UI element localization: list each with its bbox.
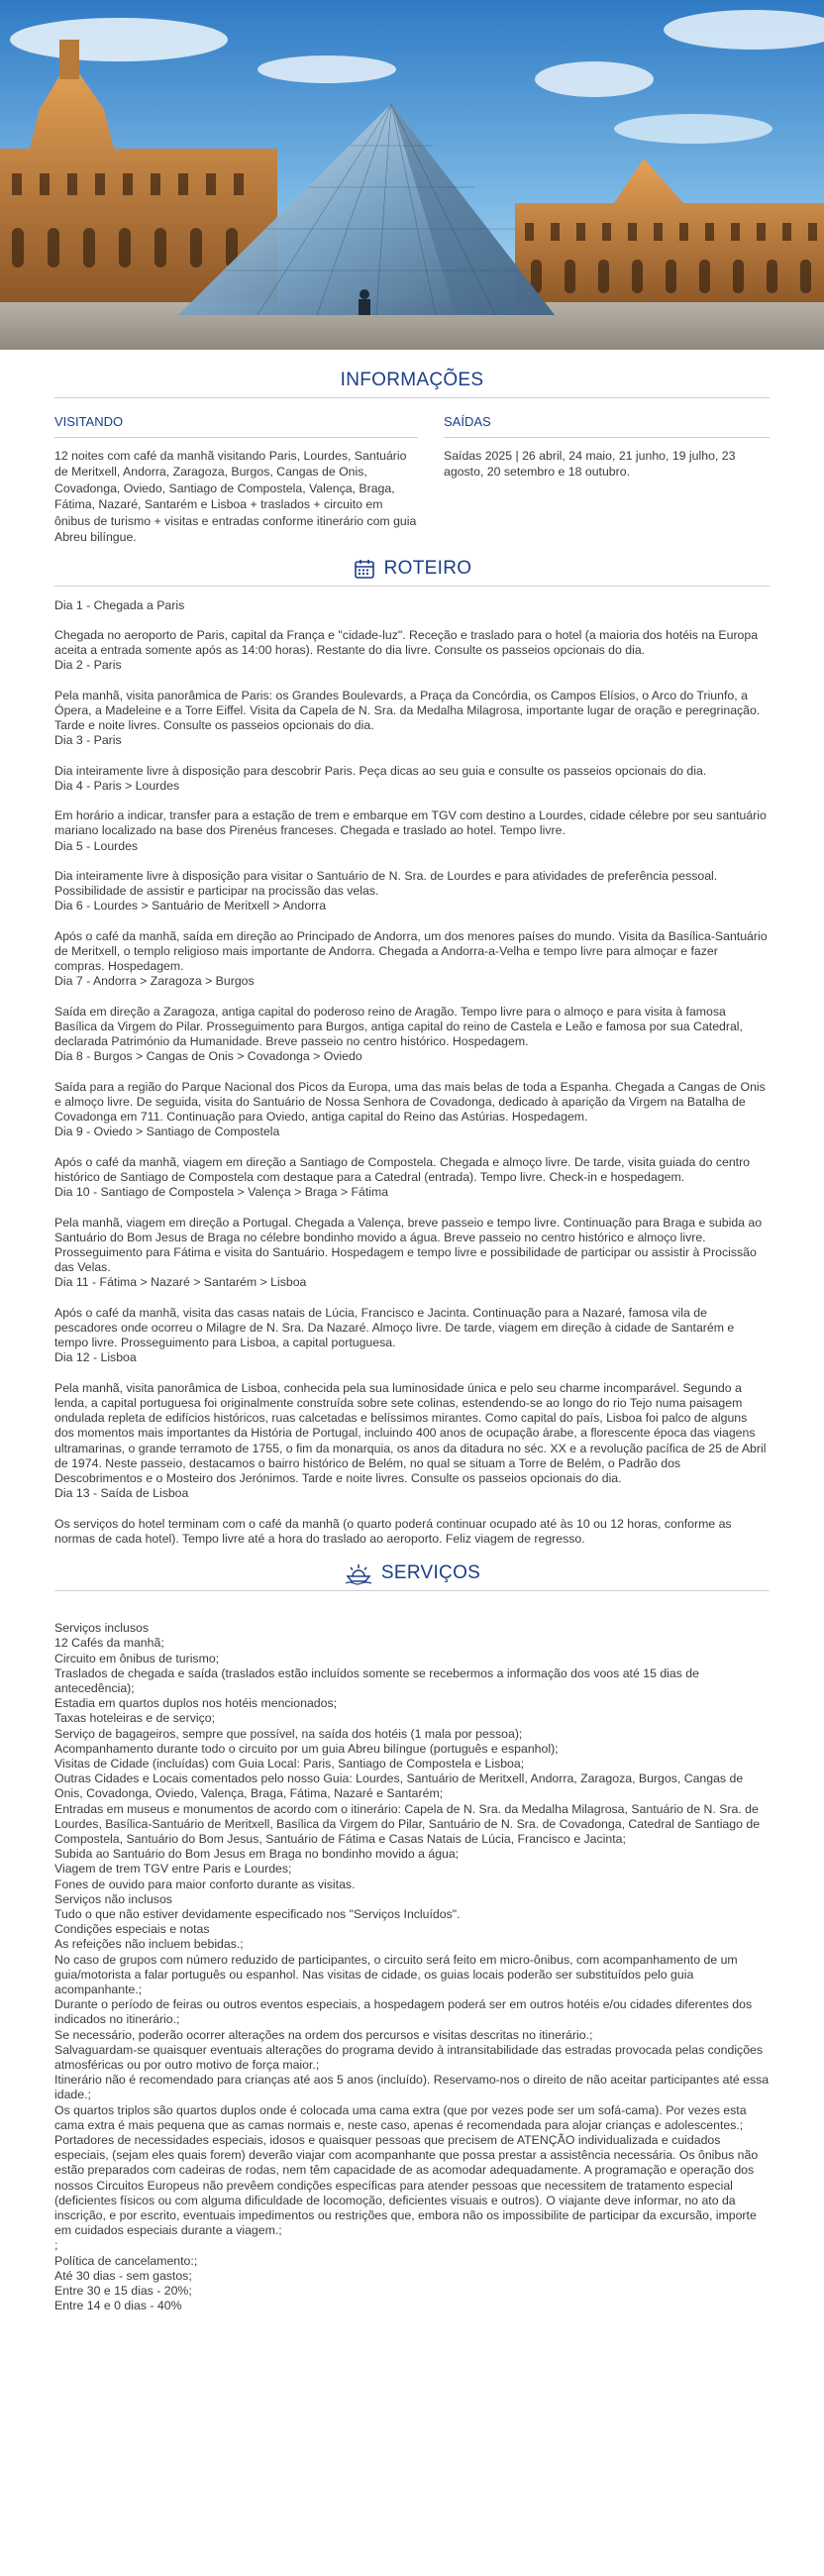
spacer	[54, 914, 770, 929]
departures-column	[444, 414, 770, 546]
day-heading: Dia 11 - Fátima > Nazaré > Santarém > Lisboa	[54, 1275, 307, 1290]
service-line: Se necessário, poderão ocorrer alterações na ordem dos percursos e visitas descritas no itinerário.;	[54, 2027, 593, 2042]
day-heading: Dia 3 - Paris	[54, 733, 122, 748]
service-line: Até 30 dias - sem gastos;	[54, 2268, 192, 2283]
service-line: Serviço de bagageiros, sempre que possível, na saída dos hotéis (1 mala por pessoa);	[54, 1726, 523, 1741]
service-line: Entre 14 e 0 dias - 40%	[54, 2299, 182, 2313]
day-description: Após o café da manhã, saída em direção ao Principado de Andorra, um dos menores países do mundo. Visita da Basílica-Santuário de Meritxell, o templo religioso mais importante de Andorra. Chegada a Andorra-a-Velha e tempo livre para almoçar e fazer compras. Hospedagem.	[54, 928, 768, 974]
day-description: Pela manhã, viagem em direção a Portugal. Chegada a Valença, breve passeio e tempo livre. Continuação para Braga e subida ao Santuário do Bom Jesus de Braga no célebre bondinho movido a água. Breve passeio no centro histórico e almoço livre. Prosseguimento para Fátima e visita do Santuário. Hospedagem e tempo livre e possibilidade de participar ou assistir à Procissão das Velas.	[54, 1215, 763, 1275]
service-line: Subida ao Santuário do Bom Jesus em Braga no bondinho movido a água;	[54, 1847, 460, 1862]
service-line: Entradas em museus e monumentos de acordo com o itinerário: Capela de N. Sra. da Medalha Milagrosa, Santuário de N. Sra. de Lourdes, Basílica-Santuário de Meritxell, Basílica da Virgem do Pilar, Santuário de N. Sra. de Covadonga, Catedral de Santiago de Compostela, Santuário do Bom Jesus, Santuário de Fátima e Casas Natais de Lúcia, Francisco e Jacinta;	[54, 1801, 761, 1846]
service-line: Durante o período de feiras ou outros eventos especiais, a hospedagem poderá ser em outros hotéis e/ou cidades diferentes dos indicados no itinerário.;	[54, 1997, 753, 2027]
day-description: Chegada no aeroporto de Paris, capital da França e "cidade-luz". Receção e traslado para o hotel (a maioria dos hotéis na Europa aceita a entrada somente após as 14:00 horas). Restante do dia livre. Consulte os passeios opcionais do dia.	[54, 627, 759, 658]
roteiro-title: ROTEIRO	[0, 552, 824, 586]
day-description: Dia inteiramente livre à disposição para descobrir Paris. Peça dicas ao seu guia e consulte os passeios opcionais do dia.	[54, 763, 707, 778]
service-line: Tudo o que não estiver devidamente especificado nos "Serviços Incluídos".	[54, 1906, 461, 1921]
service-line: Estadia em quartos duplos nos hotéis mencionados;	[54, 1696, 338, 1711]
day-description: Pela manhã, visita panorâmica de Paris: os Grandes Boulevards, a Praça da Concórdia, os Campos Elísios, o Arco do Triunfo, a Ópera, a Madeleine e a Torre Eiffel. Visita da Capela de N. Sra. da Medalha Milagrosa, importante lugar de oração e peregrinação. Tarde e noite livres. Consulte os passeios opcionais do dia.	[54, 688, 761, 733]
spacer	[54, 613, 770, 628]
divider	[444, 437, 770, 438]
visiting-column	[54, 414, 444, 546]
service-line: Serviços inclusos	[54, 1621, 149, 1636]
ship-icon	[344, 1561, 373, 1585]
service-line: As refeições não incluem bebidas.;	[54, 1937, 244, 1952]
day-heading: Dia 2 - Paris	[54, 658, 122, 673]
services-list	[0, 1621, 824, 2313]
day-description: Dia inteiramente livre à disposição para visitar o Santuário de N. Sra. de Lourdes e para atividades de preferência pessoal. Possibilidade de assistir e participar na procissão das velas.	[54, 869, 718, 899]
service-line: Salvaguardam-se quaisquer eventuais alterações do programa devido à intransitabilidade das estradas provocada pelas condições atmosféricas ou por outro motivo de força maior.;	[54, 2042, 764, 2072]
service-line: Acompanhamento durante todo o circuito por um guia Abreu bilíngue (português e espanhol);	[54, 1741, 559, 1756]
service-line: Taxas hoteleiras e de serviço;	[54, 1711, 215, 1726]
day-description: Em horário a indicar, transfer para a estação de trem e embarque em TGV com destino a Lourdes, cidade célebre por seu santuário mariano localizado na base dos Pirenéus franceses. Chegada e traslado ao hotel. Tempo livre.	[54, 808, 767, 838]
info-columns	[0, 398, 824, 546]
day-description: Os serviços do hotel terminam com o café da manhã (o quarto poderá continuar ocupado até às 10 ou 12 horas, conforme as normas de cada hotel). Tempo livre até a hora do traslado ao aeroporto. Feliz viagem de regresso.	[54, 1516, 732, 1546]
service-line: Condições especiais e notas	[54, 1922, 210, 1937]
service-line: Fones de ouvido para maior conforto durante as visitas.	[54, 1877, 356, 1891]
day-description: Saída em direção a Zaragoza, antiga capital do poderoso reino de Aragão. Tempo livre para o almoço e para visita à famosa Basílica da Virgem do Pilar. Prosseguimento para Burgos, antiga capital do reino de Castela e Leão e famosa por sua Catedral, declarada Património da Humanidade. Breve passeio no centro histórico. Hospedagem.	[54, 1004, 743, 1049]
day-heading: Dia 12 - Lisboa	[54, 1350, 137, 1365]
service-line: Itinerário não é recomendado para crianças até aos 5 anos (incluído). Reservamo-nos o direito de não aceitar participantes até essa idade.;	[54, 2073, 770, 2102]
service-line: 12 Cafés da manhã;	[54, 1636, 164, 1651]
service-line: Traslados de chegada e saída (traslados estão incluídos somente se recebermos a informação dos voos até 15 dias de antecedência);	[54, 1665, 699, 1695]
departures-text: Saídas 2025 | 26 abril, 24 maio, 21 junho, 19 julho, 23 agosto, 20 setembro e 18 outubro.	[444, 448, 736, 479]
spacer	[54, 854, 770, 869]
day-description: Pela manhã, visita panorâmica de Lisboa, conhecida pela sua luminosidade única e pelo seu charme incomparável. Segundo a lenda, a capital portuguesa foi originalmente construída sobre sete colinas, estendendo-se ao longo do rio Tejo numa paisagem ondulada repleta de edifícios históricos, ruas calcetadas e belíssimos mirantes. Como capital do país, Lisboa foi palco de alguns dos momentos mais importantes da História de Portugal, incluindo 400 anos de ocupação árabe, a florescente época das viagens ultramarinas, o grande terramoto de 1755, o fim da monarquia, os anos da ditadura no séc. XX e a revolução pacífica de 25 de Abril de 1974. Neste passeio, destacamos o bairro histórico de Belém, no qual se situam a Torre de Belém, o Padrão dos Descobrimentos e o Mosteiro dos Jerónimos. Tarde e noite livres. Consulte os passeios opcionais do dia.	[54, 1380, 767, 1486]
calendar-icon	[353, 557, 376, 581]
day-heading: Dia 5 - Lourdes	[54, 838, 139, 853]
spacer	[54, 1291, 770, 1306]
day-heading: Dia 6 - Lourdes > Santuário de Meritxell > Andorra	[54, 899, 327, 913]
day-heading: Dia 13 - Saída de Lisboa	[54, 1486, 189, 1501]
spacer	[54, 1502, 770, 1517]
day-description: Após o café da manhã, visita das casas natais de Lúcia, Francisco e Jacinta. Continuação para a Nazaré, famosa vila de pescadores onde ocorreu o Milagre de N. Sra. Da Nazaré. Almoço livre. De tarde, viagem em direção à cidade de Santarém e tempo livre. Prosseguimento para Lisboa, a capital portuguesa.	[54, 1305, 735, 1350]
divider	[54, 437, 418, 438]
day-heading: Dia 7 - Andorra > Zaragoza > Burgos	[54, 974, 255, 989]
service-line: Os quartos triplos são quartos duplos onde é colocada uma cama extra (que por vezes pode ser um sofá-cama). Por vezes esta cama extra é mais pequena que as camas normais e, neste caso, apenas é recomendada para alojar crianças e adolescentes.;	[54, 2102, 747, 2132]
service-line: ;	[54, 2238, 58, 2253]
info-title: INFORMAÇÕES	[340, 370, 484, 390]
day-heading: Dia 1 - Chegada a Paris	[54, 597, 185, 612]
service-line: Serviços não inclusos	[54, 1891, 172, 1906]
day-heading: Dia 4 - Paris > Lourdes	[54, 778, 180, 793]
service-line: Outras Cidades e Locais comentados pelo nosso Guia: Lourdes, Santuário de Meritxell, Andorra, Zaragoza, Burgos, Cangas de Onis, Covadonga, Oviedo, Valença, Braga, Fátima, Nazaré e Santarém;	[54, 1771, 744, 1801]
spacer	[54, 794, 770, 808]
spacer	[54, 674, 770, 689]
day-heading: Dia 9 - Oviedo > Santiago de Compostela	[54, 1125, 280, 1139]
spacer	[54, 1140, 770, 1155]
service-line: Visitas de Cidade (incluídas) com Guia Local: Paris, Santiago de Compostela e Lisboa;	[54, 1756, 525, 1771]
day-heading: Dia 10 - Santiago de Compostela > Valença > Braga > Fátima	[54, 1185, 389, 1200]
hero-image	[0, 0, 824, 350]
visiting-text: 12 noites com café da manhã visitando Paris, Lourdes, Santuário de Meritxell, Andorra, Zaragoza, Burgos, Cangas de Onis, Covadonga, Oviedo, Santiago de Compostela, Valença, Braga, Fátima, Nazaré, Santarém e Lisboa + traslados + circuito em ônibus de turismo + visitas e entradas conforme itinerário com guia Abreu bilíngue.	[54, 448, 417, 544]
spacer	[54, 749, 770, 764]
spacer	[54, 1065, 770, 1080]
service-line: Entre 30 e 15 dias - 20%;	[54, 2284, 192, 2299]
service-line: Circuito em ônibus de turismo;	[54, 1651, 220, 1665]
service-line: Viagem de trem TGV entre Paris e Lourdes;	[54, 1862, 292, 1877]
servicos-title: SERVIÇOS	[0, 1556, 824, 1590]
departures-label: SAÍDAS	[444, 414, 491, 429]
day-heading: Dia 8 - Burgos > Cangas de Onis > Covadonga > Oviedo	[54, 1049, 362, 1064]
day-description: Após o café da manhã, viagem em direção a Santiago de Compostela. Chegada e almoço livre. De tarde, visita guiada do centro histórico de Santiago de Compostela com destaque para a Catedral (entrada). Tempo livre. Check-in e hospedagem.	[54, 1154, 751, 1185]
itinerary	[0, 598, 824, 1548]
service-line: Política de cancelamento:;	[54, 2253, 198, 2268]
service-line: Portadores de necessidades especiais, idosos e quaisquer pessoas que precisem de ATENÇÃO individualizada e cuidados especiais, (sejam eles quais forem) deverão viajar com acompanhante que possa prestar a assistência necessária. Os ônibus não estão preparados com cadeiras de rodas, nem têm capacidade de as acomodar adequadamente. A programação e operação dos nossos Circuitos Europeus não prevêem condições específicas para atender pessoas que necessitem de tratamento especial (deficientes físicos ou com alguma dificuldade de locomoção, deficientes visuais e outros). O viajante deve informar, no ato da inscrição, e por escrito, eventuais impedimentos ou restrições que, embora não os impossibilite de participar da excursão, importe em cuidados especiais durante a viagem.;	[54, 2133, 759, 2238]
spacer	[54, 990, 770, 1005]
spacer	[54, 1366, 770, 1381]
spacer	[54, 1200, 770, 1215]
day-description: Saída para a região do Parque Nacional dos Picos da Europa, uma das mais belas de toda a Espanha. Chegada a Cangas de Onis e almoço livre. De seguida, visita do Santuário de Nossa Senhora de Covadonga, dedicado à aparição da Virgem na Batalha de Covadonga em 711. Continuação para Oviedo, antiga capital do Reino das Astúrias. Hospedagem.	[54, 1079, 766, 1125]
visiting-label: VISITANDO	[54, 414, 124, 429]
service-line: No caso de grupos com número reduzido de participantes, o circuito será feito em micro-ônibus, com acompanhamento de um guia/motorista a falar português ou espanhol. Nas visitas de cidade, os guias locais poderão ser substituídos pelo guia acompanhante.;	[54, 1952, 738, 1996]
